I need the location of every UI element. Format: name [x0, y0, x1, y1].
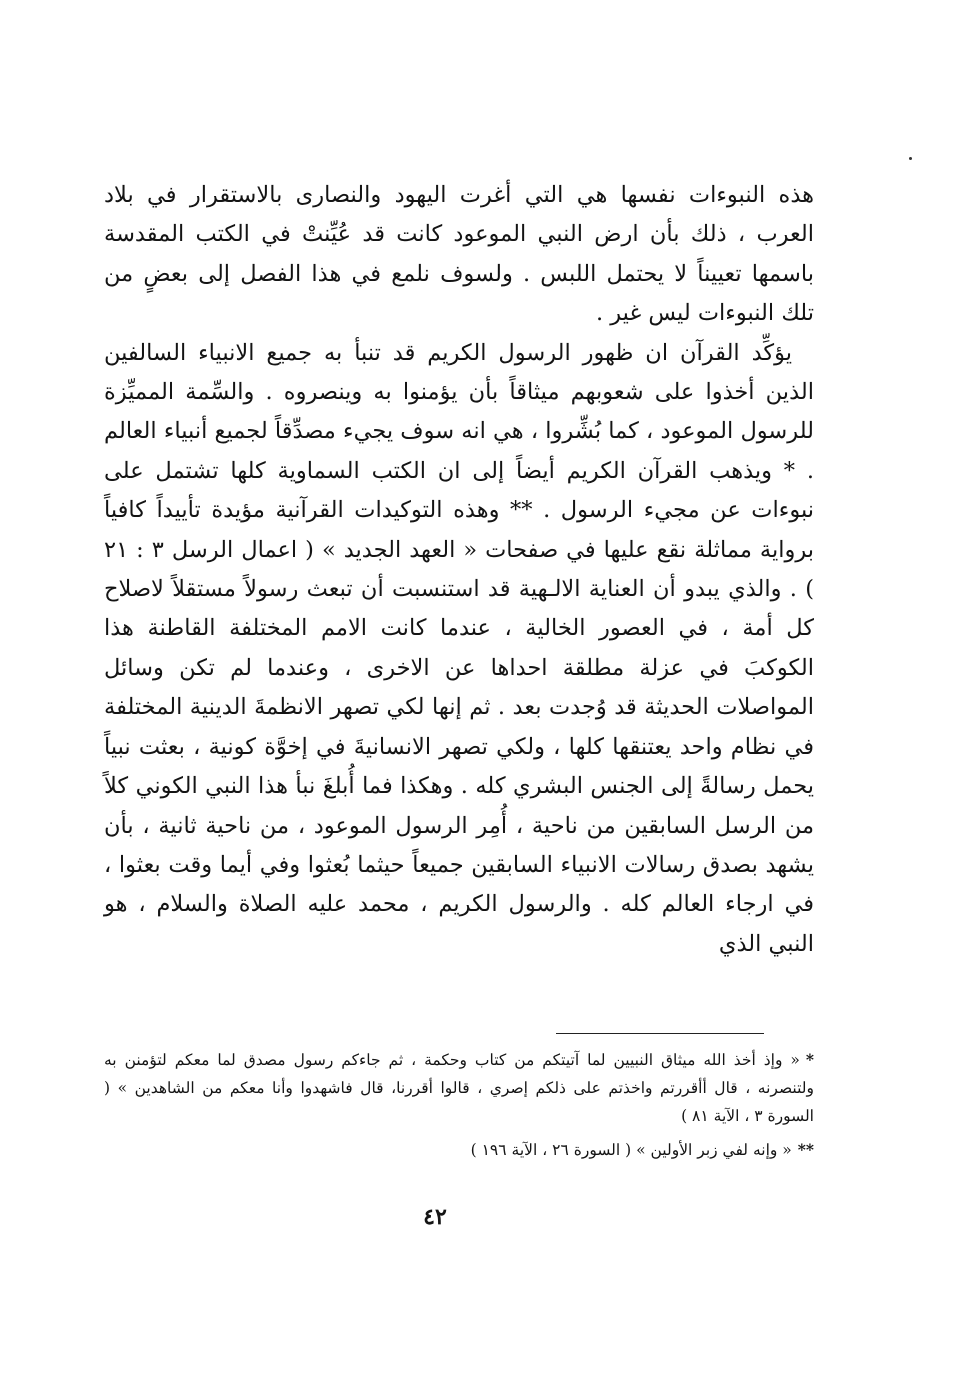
paragraph-2: يؤكِّد القرآن ان ظهور الرسول الكريم قد تنبأ به جميع الانبياء السالفين الذين أخذوا على شعوبهم ميثاقاً بأن يؤمنوا به وينصروه . والسِّمة المميِّزة للرسول الموعود ، كما بُشِّروا ، هي انه سوف يجيء مصدِّقاً لجميع أنبياء العالم . * ويذهب القرآن الكريم أيضاً إلى ان الكتب السماوية كلها تشتمل على نبوءات عن مجيء الرسول . ** وهذه التوكيدات القرآنية مؤيدة تأييداً كافياً برواية مماثلة نقع عليها في صفحات « العهد الجديد » ( اعمال الرسل ٣ : ٢١ ) . والذي يبدو أن العناية الالـهية قد استنسبت أن تبعث رسولاً مستقلاً لاصلاح كل أمة ، في العصور الخالية ، عندما كانت الامم المختلفة القاطنة هذا الكوكبَ في عزلة مطلقة احداها عن الاخرى ، وعندما لم تكن وسائل المواصلات الحديثة قد وُجدت بعد . ثم إنها لكي تصهر الانظمةَ الدينية المختلفة في نظام واحد يعتنقها كلها ، ولكي تصهر الانسانيةَ في إخوَّة كونية ، بعثت نبياً يحمل رسالةً إلى الجنس البشري كله . وهكذا فما أُبلغَ نبأ هذا النبي الكوني كلاً من الرسل السابقين من ناحية ، أُمِر الرسول الموعود ، من ناحية ثانية ، بأن يشهد بصدق رسالات الانبياء السابقين جميعاً حيثما بُعثوا وفي أيما وقت بعثوا ، في ارجاء العالم كله . والرسول الكريم ، محمد عليه الصلاة والسلام ، هو النبي الذي	[104, 339, 815, 957]
footnote-1-mark: *	[805, 1050, 814, 1069]
footnote-2-text: « وإنه لفي زبر الأولين » ( السورة ٢٦ ، الآية ١٩٦ )	[470, 1141, 792, 1159]
footnotes	[104, 1046, 814, 1164]
footnote-2	[104, 1136, 814, 1164]
footnote-1-text: « وإذ أخذ الله ميثاق النبيين لما آتيتكم من كتاب وحكمة ، ثم جاءكم رسول مصدق لما معكم لتؤمنن به ولتنصرنه ، قال أأقررتم واخذتم على ذلكم إصري ، قالوا أقررنا، قال فاشهدوا وأنا معكم من الشاهدين » ( السورة ٣ ، الآية ٨١ )	[104, 1051, 814, 1125]
footnote-separator	[556, 1033, 764, 1034]
footnote-1	[104, 1046, 814, 1130]
scan-speck	[909, 157, 912, 160]
footnote-2-mark: **	[797, 1140, 814, 1159]
paragraph-1: هذه النبوءات نفسها هي التي أغرت اليهود والنصارى بالاستقرار في بلاد العرب ، ذلك بأن ارض النبي الموعود كانت قد عُيِّنتْ في الكتب المقدسة باسمها تعييناً لا يحتمل اللبس . ولسوف نلمع في هذا الفصل إلى بعضٍ من تلك النبوءات ليس غير .	[104, 182, 814, 327]
main-text	[104, 176, 814, 964]
page-number: ٤٢	[423, 1204, 447, 1230]
